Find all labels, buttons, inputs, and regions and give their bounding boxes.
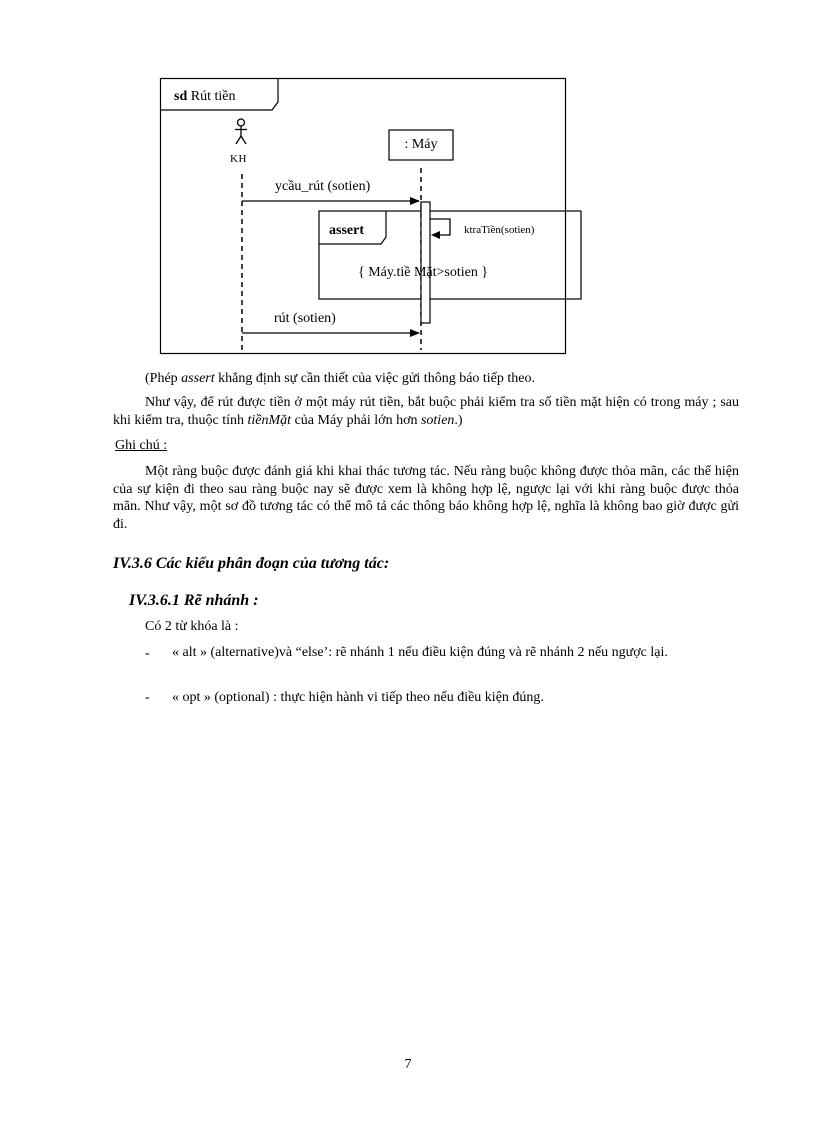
note-body [113,463,739,533]
subsection-heading: IV.3.6.1 Rẽ nhánh : [129,592,259,609]
frame-label [174,89,235,105]
diagram-frame [161,79,566,354]
activation-bar [421,202,430,323]
withdraw-message-label: rút (sotien) [274,311,336,326]
actor-icon [235,119,247,144]
assert-keyword: assert [329,223,364,238]
constraint-text: { Máy.tiề Mặt>sotien } [358,265,489,280]
caption-rest: khẳng định sự cần thiết của việc gửi thông báo tiếp theo. [214,371,535,386]
bullet-alt: « alt » (alternative)và “else’: rẽ nhánh 1 nếu điều kiện đúng và rẽ nhánh 2 nếu ngược lại. [172,645,668,660]
caption-open: (Phép [145,371,182,386]
sequence-diagram-graphics [160,78,566,354]
note-heading: Ghi chú : [115,438,168,453]
frame-label-keyword: sd [174,89,188,104]
example-paragraph [113,394,739,429]
withdraw-arrowhead [410,329,420,337]
section-intro: Có 2 từ khóa là : [145,619,239,634]
self-message-label: ktraTiền(sotien) [464,224,535,236]
example-italic-1: tiềnMặt [247,412,292,428]
request-message-label: ycầu_rút (sotien) [275,179,371,194]
example-italic-2: sotien [420,412,455,428]
example-text-2: của Máy phải lớn hơn [291,412,421,428]
sequence-diagram [160,78,566,354]
example-text-3: .) [454,412,463,428]
bullet-marker: - [145,690,150,705]
example-text-1: Như vậy, để rút được tiền ở một máy rút tiền, bắt buộc phải kiểm tra số tiền mặt hiện có trong máy ; sau khi kiểm tra, thuộc tính [113,395,739,428]
section-heading: IV.3.6 Các kiểu phân đoạn của tương tác: [113,555,390,572]
bullet-marker: - [145,646,150,661]
page-number: 7 [404,1057,412,1072]
caption-keyword: assert [181,371,215,386]
bullet-opt: « opt » (optional) : thực hiện hành vi tiếp theo nếu điều kiện đúng. [172,690,544,705]
self-message-arrowhead [431,231,440,239]
diagram-caption [113,370,739,388]
note-body-text: Một ràng buộc được đánh giá khi khai thác tương tác. Nếu ràng buộc không được thỏa mãn, các thể hiện của sự kiện đi theo sau ràng buộc nay sẽ được xem là không hợp lệ, ngược lại với khi ràng buộc được thỏa mãn. Như vậy, một sơ đồ tương tác có thể mô tả các thông báo không hợp lệ, nghĩa là không bao giờ được gửi đi. [113,464,739,532]
frame-label-name: Rút tiền [190,89,236,104]
object-label: : Máy [404,137,438,152]
actor-label: KH [230,153,247,165]
request-arrowhead [410,197,420,205]
